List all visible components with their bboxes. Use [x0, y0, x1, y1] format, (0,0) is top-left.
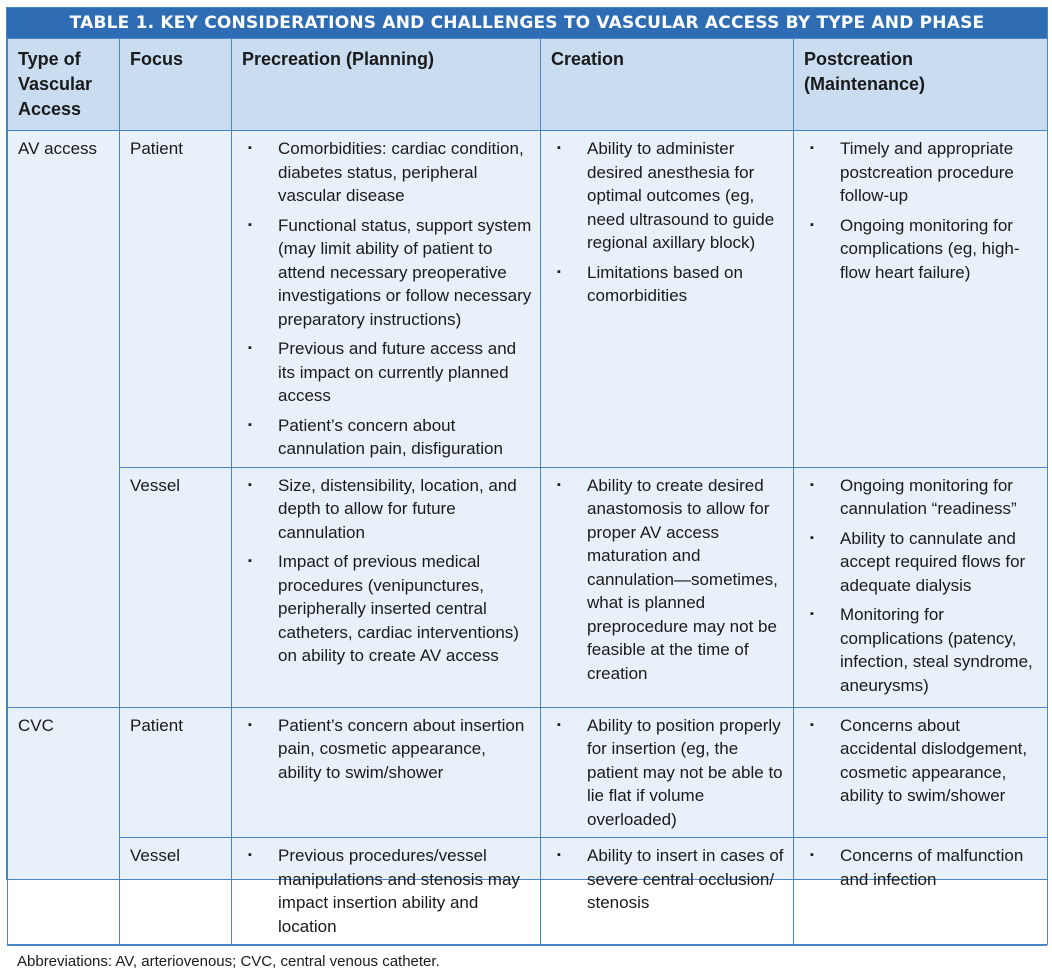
list-item [549, 261, 787, 308]
list-item [240, 714, 534, 785]
type-cell: CVC [8, 707, 120, 945]
precreation-cell [232, 467, 541, 707]
bullet-icon: ▪ [810, 531, 814, 544]
list-item-text: Ongoing monitoring for complications (eg, high-flow heart failure) [840, 215, 1020, 282]
bullet-icon: ▪ [248, 849, 252, 861]
header-focus: Focus [120, 39, 232, 131]
bullet-list [541, 708, 793, 832]
bullet-list [232, 468, 540, 668]
table-1 [6, 7, 1048, 970]
focus-cell: Vessel [120, 467, 232, 707]
table-footnote: Abbreviations: AV, arteriovenous; CVC, central venous catheter. [7, 945, 1047, 973]
bullet-list [232, 838, 540, 938]
bullet-list [541, 468, 793, 686]
table-row [8, 131, 1048, 468]
list-item [802, 714, 1041, 808]
bullet-icon: ▪ [248, 478, 252, 491]
postcreation-cell [794, 467, 1048, 707]
bullet-icon: ▪ [810, 718, 814, 731]
considerations-table [7, 38, 1048, 945]
list-item [802, 844, 1041, 891]
header-type: Type of Vascular Access [8, 39, 120, 131]
bullet-list [794, 468, 1047, 698]
bullet-list [541, 838, 793, 915]
list-item [549, 714, 787, 832]
bullet-list [794, 131, 1047, 284]
list-item-text: Limitations based on comorbidities [587, 262, 743, 305]
focus-cell: Vessel [120, 838, 232, 945]
list-item-text: Ability to administer desired anesthesia for optimal outcomes (eg, need ultrasound to guide regional axillary block) [587, 139, 775, 252]
bullet-icon: ▪ [248, 555, 252, 567]
list-item-text: Ability to cannulate and accept required flows for adequate dialysis [840, 528, 1026, 595]
list-item-text: Concerns about accidental dislodgement, cosmetic appearance, ability to swim/shower [840, 715, 1028, 805]
creation-cell [541, 838, 794, 945]
creation-cell [541, 467, 794, 707]
bullet-icon: ▪ [557, 142, 561, 154]
list-item [802, 137, 1041, 208]
list-item [802, 214, 1041, 285]
bullet-list [541, 131, 793, 308]
list-item-text: Timely and appropriate postcreation procedure follow-up [840, 139, 1014, 205]
bullet-icon: ▪ [248, 418, 252, 431]
table-title: TABLE 1. KEY CONSIDERATIONS AND CHALLENGES TO VASCULAR ACCESS BY TYPE AND PHASE [7, 8, 1047, 38]
postcreation-cell [794, 131, 1048, 468]
list-item [240, 414, 534, 461]
list-item [240, 337, 534, 408]
table-row [8, 838, 1048, 945]
precreation-cell [232, 131, 541, 468]
focus-cell: Patient [120, 707, 232, 838]
header-precreation: Precreation (Planning) [232, 39, 541, 131]
header-creation: Creation [541, 39, 794, 131]
list-item-text: Previous procedures/vessel manipulations and stenosis may impact insertion ability and location [278, 846, 520, 936]
list-item [240, 137, 534, 208]
header-postcreation: Postcreation (Maintenance) [794, 39, 1048, 131]
type-cell: AV access [8, 131, 120, 708]
list-item-text: Functional status, support system (may limit ability of patient to attend necessary preoperative investigations or follow necessary preparatory instructions) [278, 215, 532, 329]
list-item [802, 527, 1041, 598]
list-item [549, 137, 787, 255]
header-row [8, 39, 1048, 131]
postcreation-cell [794, 707, 1048, 838]
list-item-text: Comorbidities: cardiac condition, diabetes status, peripheral vascular disease [278, 139, 524, 205]
list-item [802, 474, 1041, 521]
list-item-text: Impact of previous medical procedures (venipunctures, peripherally inserted central catheters, cardiac interventions) on ability to create AV access [278, 552, 519, 665]
focus-cell: Patient [120, 131, 232, 468]
bullet-icon: ▪ [810, 849, 814, 861]
bullet-icon: ▪ [810, 478, 814, 491]
bullet-list [794, 708, 1047, 808]
bullet-icon: ▪ [248, 218, 252, 231]
list-item-text: Patient’s concern about cannulation pain, disfiguration [278, 415, 503, 458]
bullet-icon: ▪ [810, 608, 814, 620]
bullet-icon: ▪ [557, 718, 561, 731]
list-item-text: Ongoing monitoring for cannulation “readiness” [840, 475, 1017, 518]
bullet-list [232, 708, 540, 785]
precreation-cell [232, 838, 541, 945]
bullet-icon: ▪ [557, 265, 561, 278]
list-item [549, 844, 787, 915]
bullet-list [232, 131, 540, 461]
precreation-cell [232, 707, 541, 838]
list-item-text: Patient’s concern about insertion pain, cosmetic appearance, ability to swim/shower [278, 715, 525, 782]
postcreation-cell [794, 838, 1048, 945]
list-item-text: Monitoring for complications (patency, infection, steal syndrome, aneurysms) [840, 605, 1033, 695]
list-item-text: Previous and future access and its impact on currently planned access [278, 339, 517, 405]
bullet-icon: ▪ [810, 142, 814, 154]
list-item [802, 603, 1041, 697]
bullet-icon: ▪ [557, 849, 561, 861]
bullet-icon: ▪ [557, 478, 561, 491]
creation-cell [541, 131, 794, 468]
table-row [8, 467, 1048, 707]
bullet-icon: ▪ [248, 718, 252, 731]
bullet-icon: ▪ [248, 142, 252, 154]
bullet-icon: ▪ [248, 342, 252, 354]
bullet-icon: ▪ [810, 218, 814, 231]
list-item-text: Ability to create desired anastomosis to allow for proper AV access maturation and cannulation—sometimes, what is planned preprocedure may not be feasible at the time of creation [587, 475, 778, 683]
list-item [240, 844, 534, 938]
table-body [8, 131, 1048, 945]
bullet-list [794, 838, 1047, 891]
table-row [8, 707, 1048, 838]
list-item [240, 214, 534, 332]
list-item-text: Ability to insert in cases of severe central occlusion/ stenosis [587, 846, 784, 912]
creation-cell [541, 707, 794, 838]
list-item [549, 474, 787, 686]
list-item [240, 474, 534, 545]
list-item-text: Concerns of malfunction and infection [840, 846, 1024, 889]
list-item-text: Size, distensibility, location, and depth to allow for future cannulation [278, 475, 517, 542]
list-item-text: Ability to position properly for insertion (eg, the patient may not be able to lie flat if volume overloaded) [587, 715, 783, 829]
list-item [240, 550, 534, 668]
